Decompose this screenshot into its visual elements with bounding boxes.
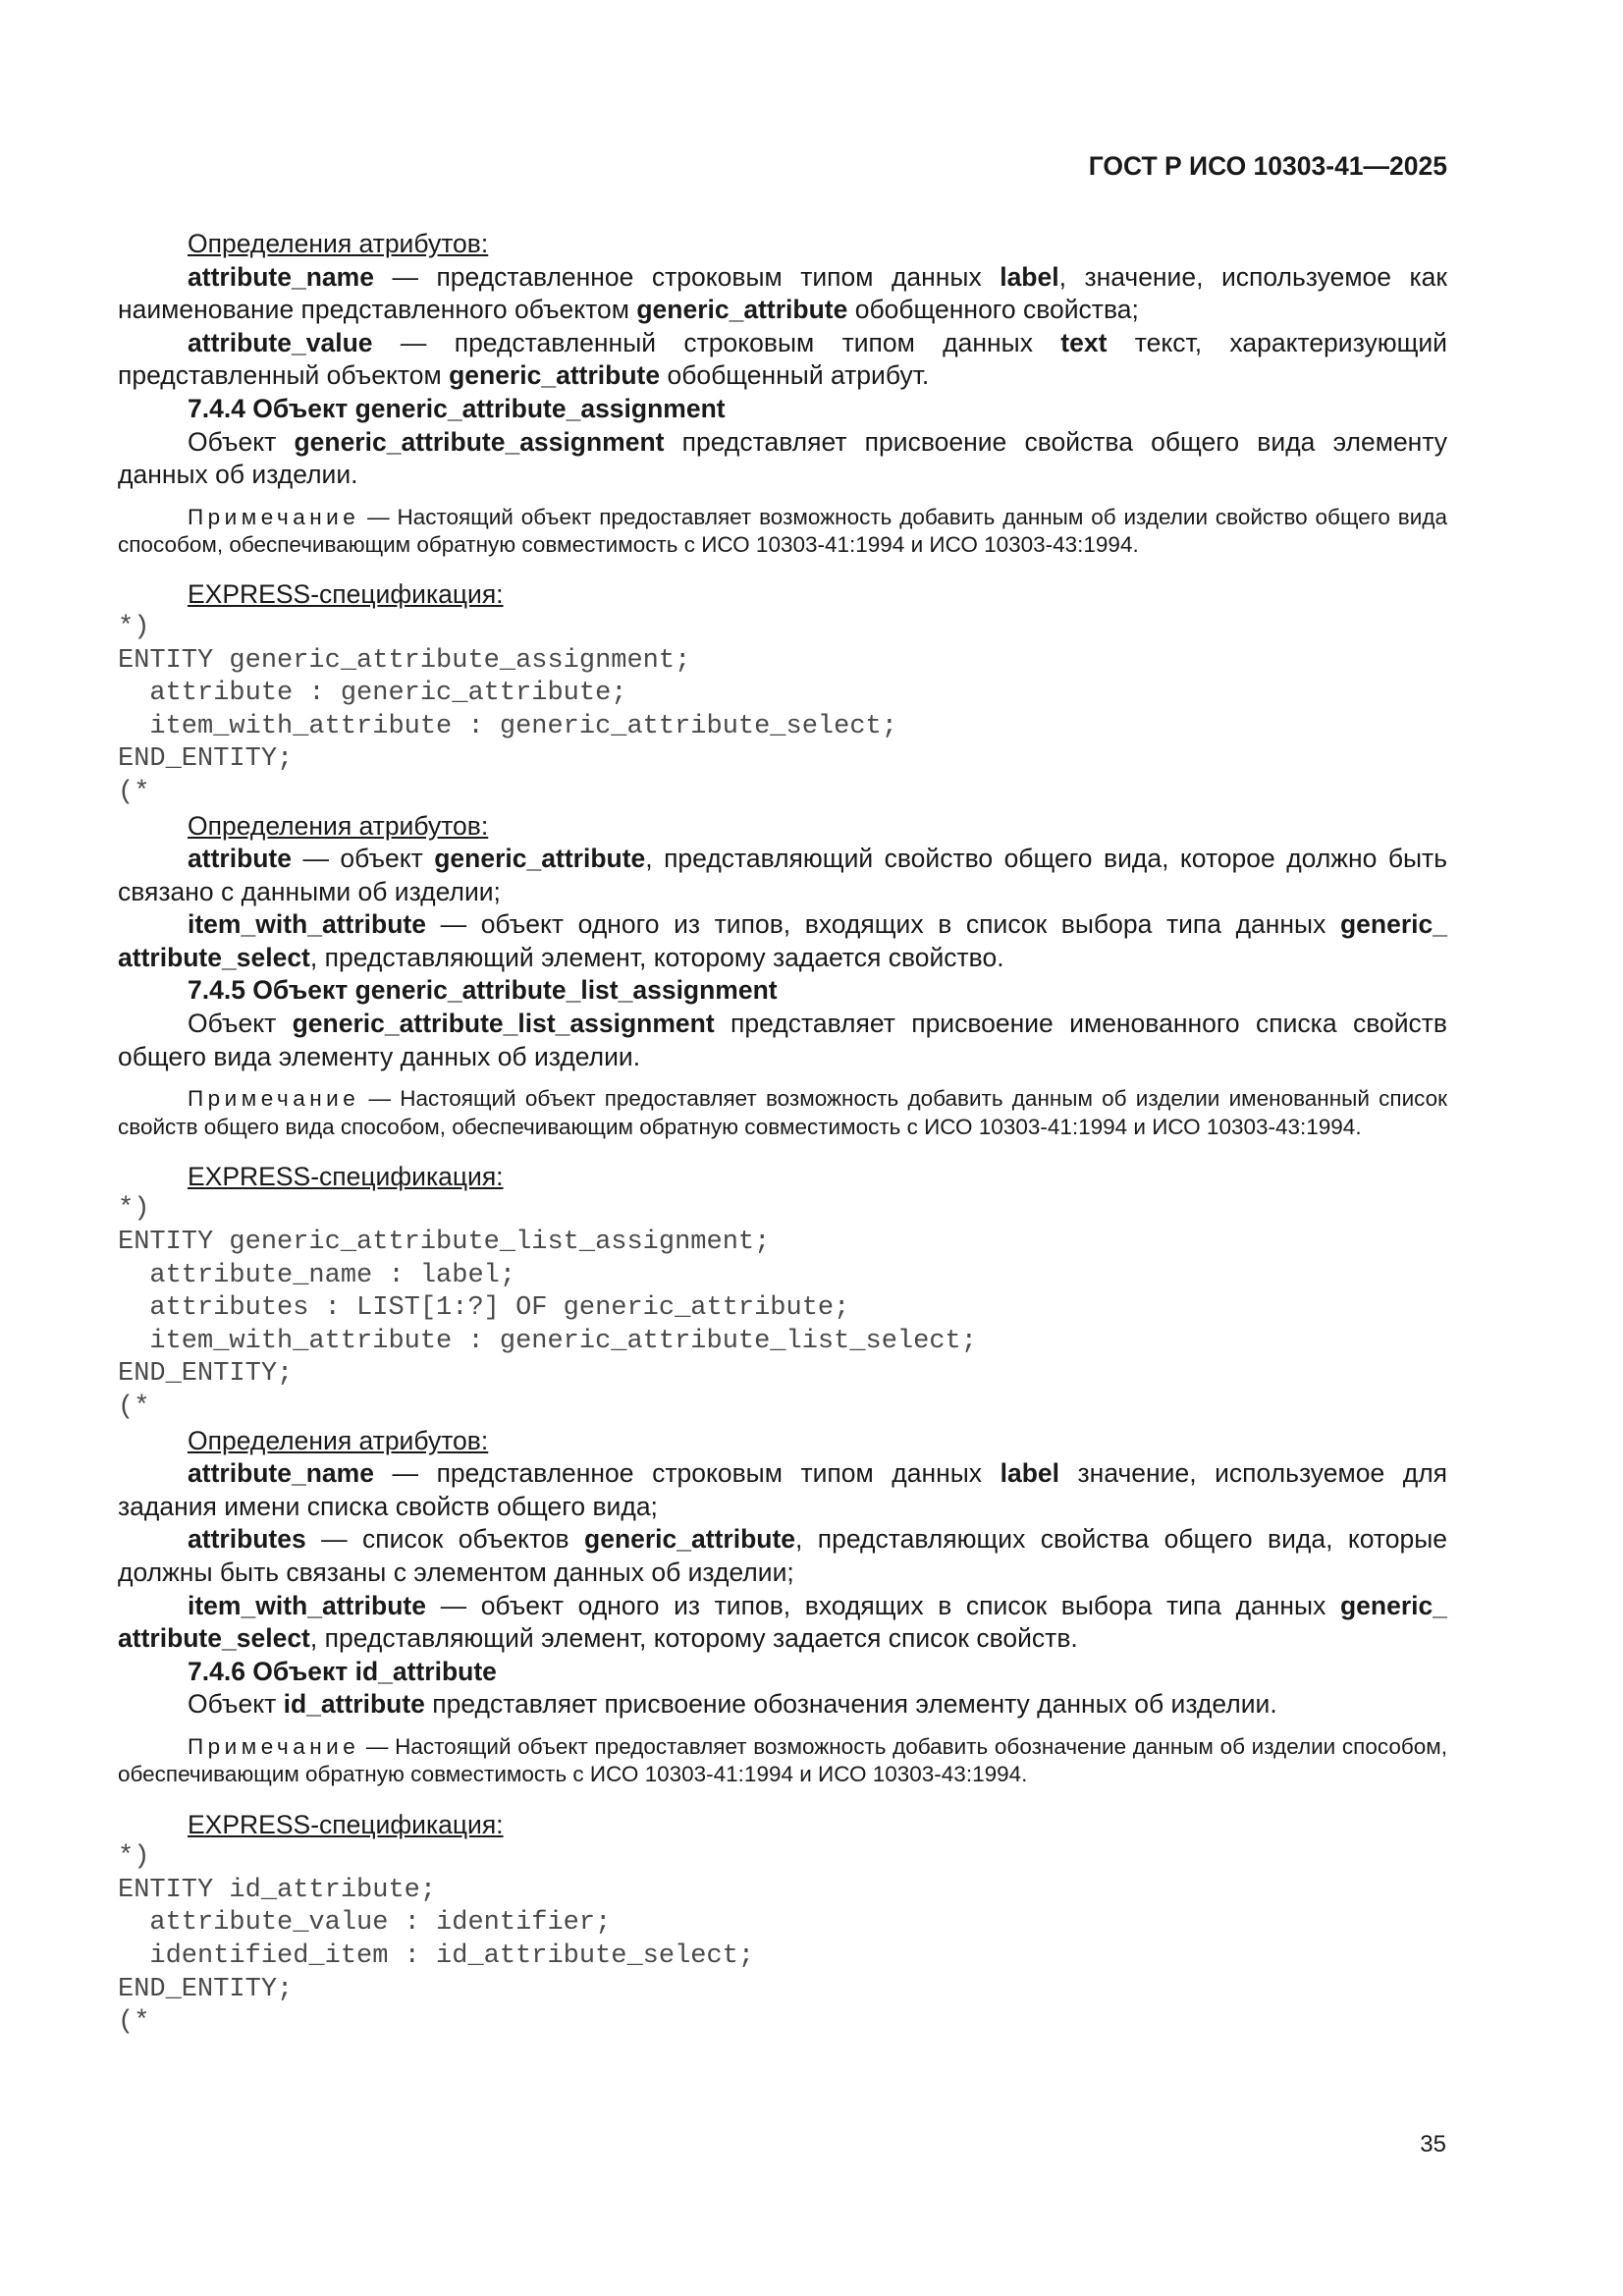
section-intro-7-4-4: Объект generic_attribute_assignment представляет присвоение свойства общего вида элементу данных об изделии. bbox=[118, 426, 1448, 490]
document-code-header: ГОСТ Р ИСО 10303-41—2025 bbox=[1088, 151, 1447, 181]
definition-attributes: attributes — список объектов generic_attribute, представляющих свойства общего вида, которые должны быть связаны с элементом данных об изделии; bbox=[118, 1524, 1447, 1587]
section-heading-7-4-4: 7.4.4 Объект generic_attribute_assignment bbox=[188, 393, 726, 423]
section-intro-7-4-6: Объект id_attribute представляет присвоение обозначения элементу данных об изделии. bbox=[188, 1689, 1277, 1720]
note-7-4-6: Примечание — Настоящий объект предоставляет возможность добавить обозначение данным об изделии способом, обеспечивающим обратную совместимость с ИСО 10303-41:1994 и ИСО 10303-43:1994. bbox=[118, 1733, 1447, 1787]
page-number: 35 bbox=[1420, 2131, 1446, 2158]
attribute-definitions-label: Определения атрибутов: bbox=[188, 229, 489, 258]
definition-attribute-name: attribute_name — представленное строковым типом данных label значение, используемое для задания имени списка свойств общего вида; bbox=[118, 1458, 1448, 1521]
express-spec-label: EXPRESS-спецификация: bbox=[188, 1809, 504, 1839]
express-spec-label: EXPRESS-спецификация: bbox=[188, 579, 504, 610]
attribute-definitions-label: Определения атрибутов: bbox=[188, 810, 489, 841]
section-intro-7-4-5: Объект generic_attribute_list_assignment представляет присвоение именованного списка свойств общего вида элементу данных об изделии. bbox=[118, 1009, 1448, 1071]
attribute-definitions-label: Определения атрибутов: bbox=[188, 1425, 489, 1455]
express-code-block: *) ENTITY generic_attribute_assignment; attribute : generic_attribute; item_with_attribute : generic_attribute_select; END_ENTITY; (* bbox=[118, 612, 897, 807]
definition-attribute-name: attribute_name — представленное строковым типом данных label, значение, используемое как наименование представленного объектом generic_attribute обобщенного свойства; bbox=[118, 261, 1448, 325]
definition-attribute: attribute — объект generic_attribute, представляющий свойство общего вида, которое должно быть связано с данными об изделии; bbox=[118, 844, 1448, 906]
page-content bbox=[118, 228, 1447, 2040]
section-heading-7-4-6: 7.4.6 Объект id_attribute bbox=[188, 1656, 497, 1686]
definition-item-with-attribute: item_with_attribute — объект одного из типов, входящих в список выбора типа данных generic_ attribute_select, представляющий элемент, которому задается список свойств. bbox=[118, 1590, 1447, 1654]
express-code-block: *) ENTITY id_attribute; attribute_value : identifier; identified_item : id_attribute_select; END_ENTITY; (* bbox=[118, 1842, 755, 2038]
definition-item-with-attribute: item_with_attribute — объект одного из типов, входящих в список выбора типа данных generic_ attribute_select, представляющий элемент, которому задается свойство. bbox=[118, 909, 1447, 972]
note-7-4-5: Примечание — Настоящий объект предоставляет возможность добавить данным об изделии именованный список свойств общего вида способом, обеспечивающим обратную совместимость с ИСО 10303-41:1994 и ИСО 10303-43:1994. bbox=[118, 1086, 1447, 1139]
definition-attribute-value: attribute_value — представленный строковым типом данных text текст, характеризующий представленный объектом generic_attribute обобщенный атрибут. bbox=[118, 327, 1447, 391]
note-7-4-4: Примечание — Настоящий объект предоставляет возможность добавить данным об изделии свойство общего вида способом, обеспечивающим обратную совместимость с ИСО 10303-41:1994 и ИСО 10303-43:1994. bbox=[118, 504, 1447, 558]
express-spec-label: EXPRESS-спецификация: bbox=[188, 1161, 504, 1191]
express-code-block: *) ENTITY generic_attribute_list_assignment; attribute_name : label; attributes : LIST[1:?] OF generic_attribute; item_with_attribute : generic_attribute_list_select; END_ENTITY; (* bbox=[118, 1194, 977, 1422]
section-heading-7-4-5: 7.4.5 Объект generic_attribute_list_assignment bbox=[188, 975, 778, 1006]
